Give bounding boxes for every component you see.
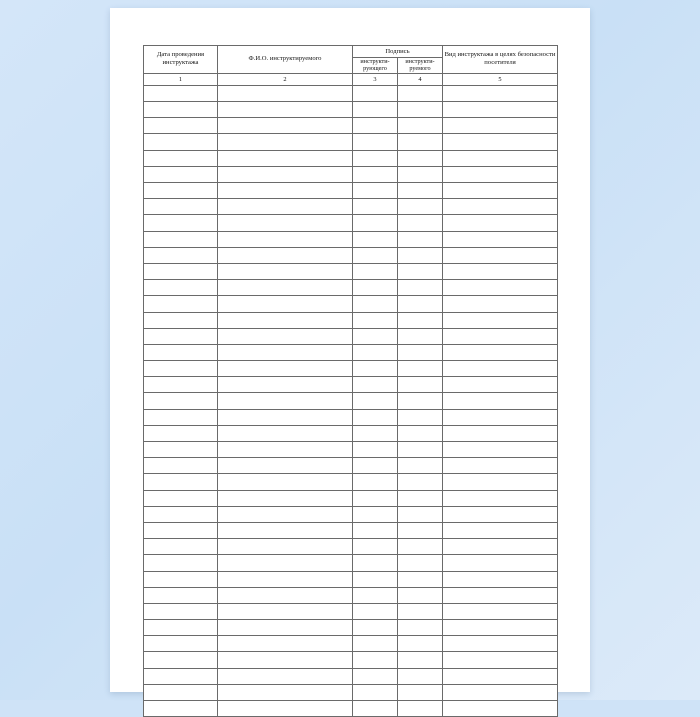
table-cell[interactable] — [218, 85, 353, 101]
table-cell[interactable] — [353, 506, 398, 522]
table-cell[interactable] — [218, 344, 353, 360]
table-header — [144, 46, 558, 86]
table-cell[interactable] — [218, 636, 353, 652]
table-cell[interactable] — [398, 361, 443, 377]
table-cell[interactable] — [398, 231, 443, 247]
table-cell[interactable] — [353, 361, 398, 377]
table-row[interactable] — [144, 458, 558, 474]
table-cell[interactable] — [218, 684, 353, 700]
table-cell[interactable] — [398, 603, 443, 619]
table-row[interactable] — [144, 571, 558, 587]
table-cell[interactable] — [443, 684, 558, 700]
table-cell[interactable] — [398, 328, 443, 344]
table-cell[interactable] — [218, 522, 353, 538]
table-cell[interactable] — [398, 85, 443, 101]
table-row[interactable] — [144, 312, 558, 328]
table-cell[interactable] — [144, 458, 218, 474]
table-cell[interactable] — [398, 393, 443, 409]
header-signature-group: Подпись — [353, 46, 443, 58]
table-row[interactable] — [144, 652, 558, 668]
table-row[interactable] — [144, 199, 558, 215]
table-row[interactable] — [144, 328, 558, 344]
table-cell[interactable] — [353, 199, 398, 215]
table-cell[interactable] — [353, 85, 398, 101]
table-cell[interactable] — [398, 377, 443, 393]
table-cell[interactable] — [443, 134, 558, 150]
col-number-2: 2 — [218, 73, 353, 85]
table-cell[interactable] — [353, 522, 398, 538]
table-cell[interactable] — [353, 620, 398, 636]
table-cell[interactable] — [398, 474, 443, 490]
table-row[interactable] — [144, 377, 558, 393]
table-row[interactable] — [144, 668, 558, 684]
table-cell[interactable] — [144, 684, 218, 700]
table-cell[interactable] — [144, 425, 218, 441]
table-cell[interactable] — [218, 555, 353, 571]
table-cell[interactable] — [353, 636, 398, 652]
table-cell[interactable] — [398, 442, 443, 458]
table-cell[interactable] — [443, 490, 558, 506]
table-row[interactable] — [144, 247, 558, 263]
table-cell[interactable] — [398, 215, 443, 231]
table-cell[interactable] — [353, 458, 398, 474]
table-cell[interactable] — [353, 587, 398, 603]
table-cell[interactable] — [443, 425, 558, 441]
table-row[interactable] — [144, 620, 558, 636]
table-row[interactable] — [144, 102, 558, 118]
table-cell[interactable] — [398, 684, 443, 700]
table-cell[interactable] — [353, 102, 398, 118]
table-row[interactable] — [144, 539, 558, 555]
table-cell[interactable] — [443, 474, 558, 490]
table-cell[interactable] — [443, 636, 558, 652]
header-date: Дата проведения инструктажа — [144, 46, 218, 74]
table-cell[interactable] — [218, 263, 353, 279]
table-cell[interactable] — [353, 701, 398, 717]
table-cell[interactable] — [218, 312, 353, 328]
table-cell[interactable] — [353, 652, 398, 668]
table-cell[interactable] — [353, 539, 398, 555]
table-cell[interactable] — [398, 458, 443, 474]
table-cell[interactable] — [443, 344, 558, 360]
table-cell[interactable] — [398, 490, 443, 506]
table-cell[interactable] — [144, 263, 218, 279]
table-cell[interactable] — [218, 458, 353, 474]
table-row[interactable] — [144, 134, 558, 150]
table-cell[interactable] — [218, 247, 353, 263]
table-cell[interactable] — [144, 587, 218, 603]
table-cell[interactable] — [398, 312, 443, 328]
table-cell[interactable] — [353, 263, 398, 279]
table-row[interactable] — [144, 587, 558, 603]
table-cell[interactable] — [443, 652, 558, 668]
table-row[interactable] — [144, 701, 558, 717]
table-cell[interactable] — [144, 442, 218, 458]
table-cell[interactable] — [218, 571, 353, 587]
table-cell[interactable] — [443, 587, 558, 603]
table-cell[interactable] — [218, 328, 353, 344]
table-cell[interactable] — [218, 393, 353, 409]
table-row[interactable] — [144, 150, 558, 166]
table-cell[interactable] — [398, 587, 443, 603]
table-cell[interactable] — [353, 183, 398, 199]
table-cell[interactable] — [218, 587, 353, 603]
table-row[interactable] — [144, 442, 558, 458]
table-cell[interactable] — [398, 263, 443, 279]
table-cell[interactable] — [443, 296, 558, 312]
table-cell[interactable] — [144, 280, 218, 296]
table-cell[interactable] — [353, 442, 398, 458]
table-cell[interactable] — [144, 701, 218, 717]
table-cell[interactable] — [144, 555, 218, 571]
table-cell[interactable] — [443, 603, 558, 619]
table-cell[interactable] — [353, 312, 398, 328]
table-cell[interactable] — [144, 166, 218, 182]
table-cell[interactable] — [218, 231, 353, 247]
table-cell[interactable] — [443, 85, 558, 101]
table-cell[interactable] — [144, 199, 218, 215]
table-cell[interactable] — [398, 620, 443, 636]
table-cell[interactable] — [144, 620, 218, 636]
table-cell[interactable] — [443, 199, 558, 215]
table-cell[interactable] — [144, 247, 218, 263]
table-row[interactable] — [144, 166, 558, 182]
table-cell[interactable] — [398, 506, 443, 522]
table-row[interactable] — [144, 506, 558, 522]
table-cell[interactable] — [218, 425, 353, 441]
table-cell[interactable] — [144, 85, 218, 101]
table-cell[interactable] — [218, 490, 353, 506]
document-page — [110, 8, 590, 692]
table-cell[interactable] — [443, 393, 558, 409]
table-cell[interactable] — [144, 490, 218, 506]
table-row[interactable] — [144, 344, 558, 360]
header-signature-instructor: инструкти-рующего — [353, 58, 398, 74]
table-row[interactable] — [144, 118, 558, 134]
table-cell[interactable] — [144, 296, 218, 312]
table-cell[interactable] — [353, 603, 398, 619]
col-number-5: 5 — [443, 73, 558, 85]
table-cell[interactable] — [144, 522, 218, 538]
table-cell[interactable] — [218, 620, 353, 636]
table-cell[interactable] — [144, 652, 218, 668]
header-briefing-type: Вид инструктажа в целях безопасности посетителя — [443, 46, 558, 74]
table-cell[interactable] — [443, 328, 558, 344]
table-cell[interactable] — [218, 539, 353, 555]
table-cell[interactable] — [353, 134, 398, 150]
table-cell[interactable] — [353, 215, 398, 231]
table-cell[interactable] — [443, 150, 558, 166]
table-row[interactable] — [144, 231, 558, 247]
table-cell[interactable] — [353, 393, 398, 409]
table-cell[interactable] — [144, 636, 218, 652]
table-cell[interactable] — [218, 603, 353, 619]
table-cell[interactable] — [398, 183, 443, 199]
table-cell[interactable] — [353, 150, 398, 166]
table-row[interactable] — [144, 280, 558, 296]
table-row[interactable] — [144, 393, 558, 409]
table-row[interactable] — [144, 425, 558, 441]
table-cell[interactable] — [144, 409, 218, 425]
table-cell[interactable] — [144, 506, 218, 522]
table-row[interactable] — [144, 361, 558, 377]
col-number-4: 4 — [398, 73, 443, 85]
table-body — [144, 85, 558, 716]
table-cell[interactable] — [353, 118, 398, 134]
table-cell[interactable] — [218, 280, 353, 296]
table-cell[interactable] — [443, 231, 558, 247]
table-cell[interactable] — [398, 296, 443, 312]
table-cell[interactable] — [144, 668, 218, 684]
table-cell[interactable] — [353, 231, 398, 247]
table-cell[interactable] — [218, 102, 353, 118]
table-cell[interactable] — [353, 344, 398, 360]
table-cell[interactable] — [144, 134, 218, 150]
table-row[interactable] — [144, 555, 558, 571]
table-cell[interactable] — [398, 555, 443, 571]
table-cell[interactable] — [443, 555, 558, 571]
table-cell[interactable] — [443, 377, 558, 393]
table-cell[interactable] — [218, 166, 353, 182]
table-cell[interactable] — [443, 215, 558, 231]
table-cell[interactable] — [144, 361, 218, 377]
table-cell[interactable] — [398, 199, 443, 215]
header-fio: Ф.И.О. инструктируемого — [218, 46, 353, 74]
table-row[interactable] — [144, 490, 558, 506]
table-cell[interactable] — [398, 425, 443, 441]
table-cell[interactable] — [398, 571, 443, 587]
table-cell[interactable] — [353, 328, 398, 344]
col-number-1: 1 — [144, 73, 218, 85]
table-cell[interactable] — [353, 409, 398, 425]
table-cell[interactable] — [443, 668, 558, 684]
table-cell[interactable] — [398, 344, 443, 360]
table-row[interactable] — [144, 183, 558, 199]
table-cell[interactable] — [353, 247, 398, 263]
table-cell[interactable] — [353, 166, 398, 182]
table-cell[interactable] — [218, 361, 353, 377]
table-cell[interactable] — [218, 701, 353, 717]
table-cell[interactable] — [218, 474, 353, 490]
table-row[interactable] — [144, 603, 558, 619]
table-cell[interactable] — [443, 539, 558, 555]
table-cell[interactable] — [353, 684, 398, 700]
briefing-log-table — [143, 45, 558, 717]
table-cell[interactable] — [398, 102, 443, 118]
table-row[interactable] — [144, 684, 558, 700]
table-cell[interactable] — [218, 296, 353, 312]
table-cell[interactable] — [443, 701, 558, 717]
table-cell[interactable] — [353, 490, 398, 506]
table-cell[interactable] — [144, 539, 218, 555]
table-cell[interactable] — [353, 377, 398, 393]
table-cell[interactable] — [443, 361, 558, 377]
table-row[interactable] — [144, 522, 558, 538]
table-cell[interactable] — [443, 102, 558, 118]
table-cell[interactable] — [443, 280, 558, 296]
table-row[interactable] — [144, 85, 558, 101]
table-cell[interactable] — [398, 166, 443, 182]
table-cell[interactable] — [443, 183, 558, 199]
table-cell[interactable] — [144, 312, 218, 328]
table-row[interactable] — [144, 409, 558, 425]
table-cell[interactable] — [398, 150, 443, 166]
table-cell[interactable] — [218, 118, 353, 134]
table-cell[interactable] — [443, 312, 558, 328]
table-cell[interactable] — [144, 183, 218, 199]
table-cell[interactable] — [144, 474, 218, 490]
table-cell[interactable] — [218, 377, 353, 393]
table-cell[interactable] — [353, 425, 398, 441]
table-cell[interactable] — [144, 118, 218, 134]
table-cell[interactable] — [218, 506, 353, 522]
table-cell[interactable] — [218, 150, 353, 166]
table-cell[interactable] — [443, 409, 558, 425]
table-cell[interactable] — [443, 442, 558, 458]
table-cell[interactable] — [398, 118, 443, 134]
table-cell[interactable] — [353, 668, 398, 684]
table-row[interactable] — [144, 296, 558, 312]
table-cell[interactable] — [144, 603, 218, 619]
table-cell[interactable] — [398, 668, 443, 684]
table-cell[interactable] — [398, 652, 443, 668]
table-row[interactable] — [144, 215, 558, 231]
table-cell[interactable] — [443, 118, 558, 134]
table-cell[interactable] — [443, 571, 558, 587]
table-cell[interactable] — [443, 263, 558, 279]
table-cell[interactable] — [144, 102, 218, 118]
document-sheet — [143, 45, 557, 717]
table-cell[interactable] — [443, 620, 558, 636]
table-cell[interactable] — [353, 474, 398, 490]
table-cell[interactable] — [398, 280, 443, 296]
table-cell[interactable] — [144, 231, 218, 247]
header-number-row — [144, 73, 558, 85]
table-cell[interactable] — [144, 344, 218, 360]
table-cell[interactable] — [144, 215, 218, 231]
table-cell[interactable] — [218, 215, 353, 231]
table-cell[interactable] — [398, 539, 443, 555]
table-cell[interactable] — [398, 522, 443, 538]
table-cell[interactable] — [353, 571, 398, 587]
table-cell[interactable] — [218, 183, 353, 199]
table-cell[interactable] — [398, 701, 443, 717]
header-signature-instructed: инструкти-руемого — [398, 58, 443, 74]
table-cell[interactable] — [443, 247, 558, 263]
table-cell[interactable] — [144, 377, 218, 393]
table-cell[interactable] — [144, 571, 218, 587]
table-cell[interactable] — [144, 328, 218, 344]
table-cell[interactable] — [398, 409, 443, 425]
table-cell[interactable] — [398, 247, 443, 263]
table-cell[interactable] — [218, 199, 353, 215]
table-cell[interactable] — [443, 166, 558, 182]
header-row-top — [144, 46, 558, 58]
table-cell[interactable] — [218, 442, 353, 458]
table-cell[interactable] — [443, 458, 558, 474]
table-row[interactable] — [144, 636, 558, 652]
table-cell[interactable] — [144, 393, 218, 409]
table-cell[interactable] — [353, 280, 398, 296]
table-cell[interactable] — [218, 668, 353, 684]
col-number-3: 3 — [353, 73, 398, 85]
table-row[interactable] — [144, 474, 558, 490]
table-cell[interactable] — [398, 134, 443, 150]
table-row[interactable] — [144, 263, 558, 279]
table-cell[interactable] — [398, 636, 443, 652]
table-cell[interactable] — [218, 652, 353, 668]
table-cell[interactable] — [353, 296, 398, 312]
table-cell[interactable] — [443, 522, 558, 538]
table-cell[interactable] — [218, 134, 353, 150]
table-cell[interactable] — [144, 150, 218, 166]
table-cell[interactable] — [218, 409, 353, 425]
table-cell[interactable] — [353, 555, 398, 571]
table-cell[interactable] — [443, 506, 558, 522]
